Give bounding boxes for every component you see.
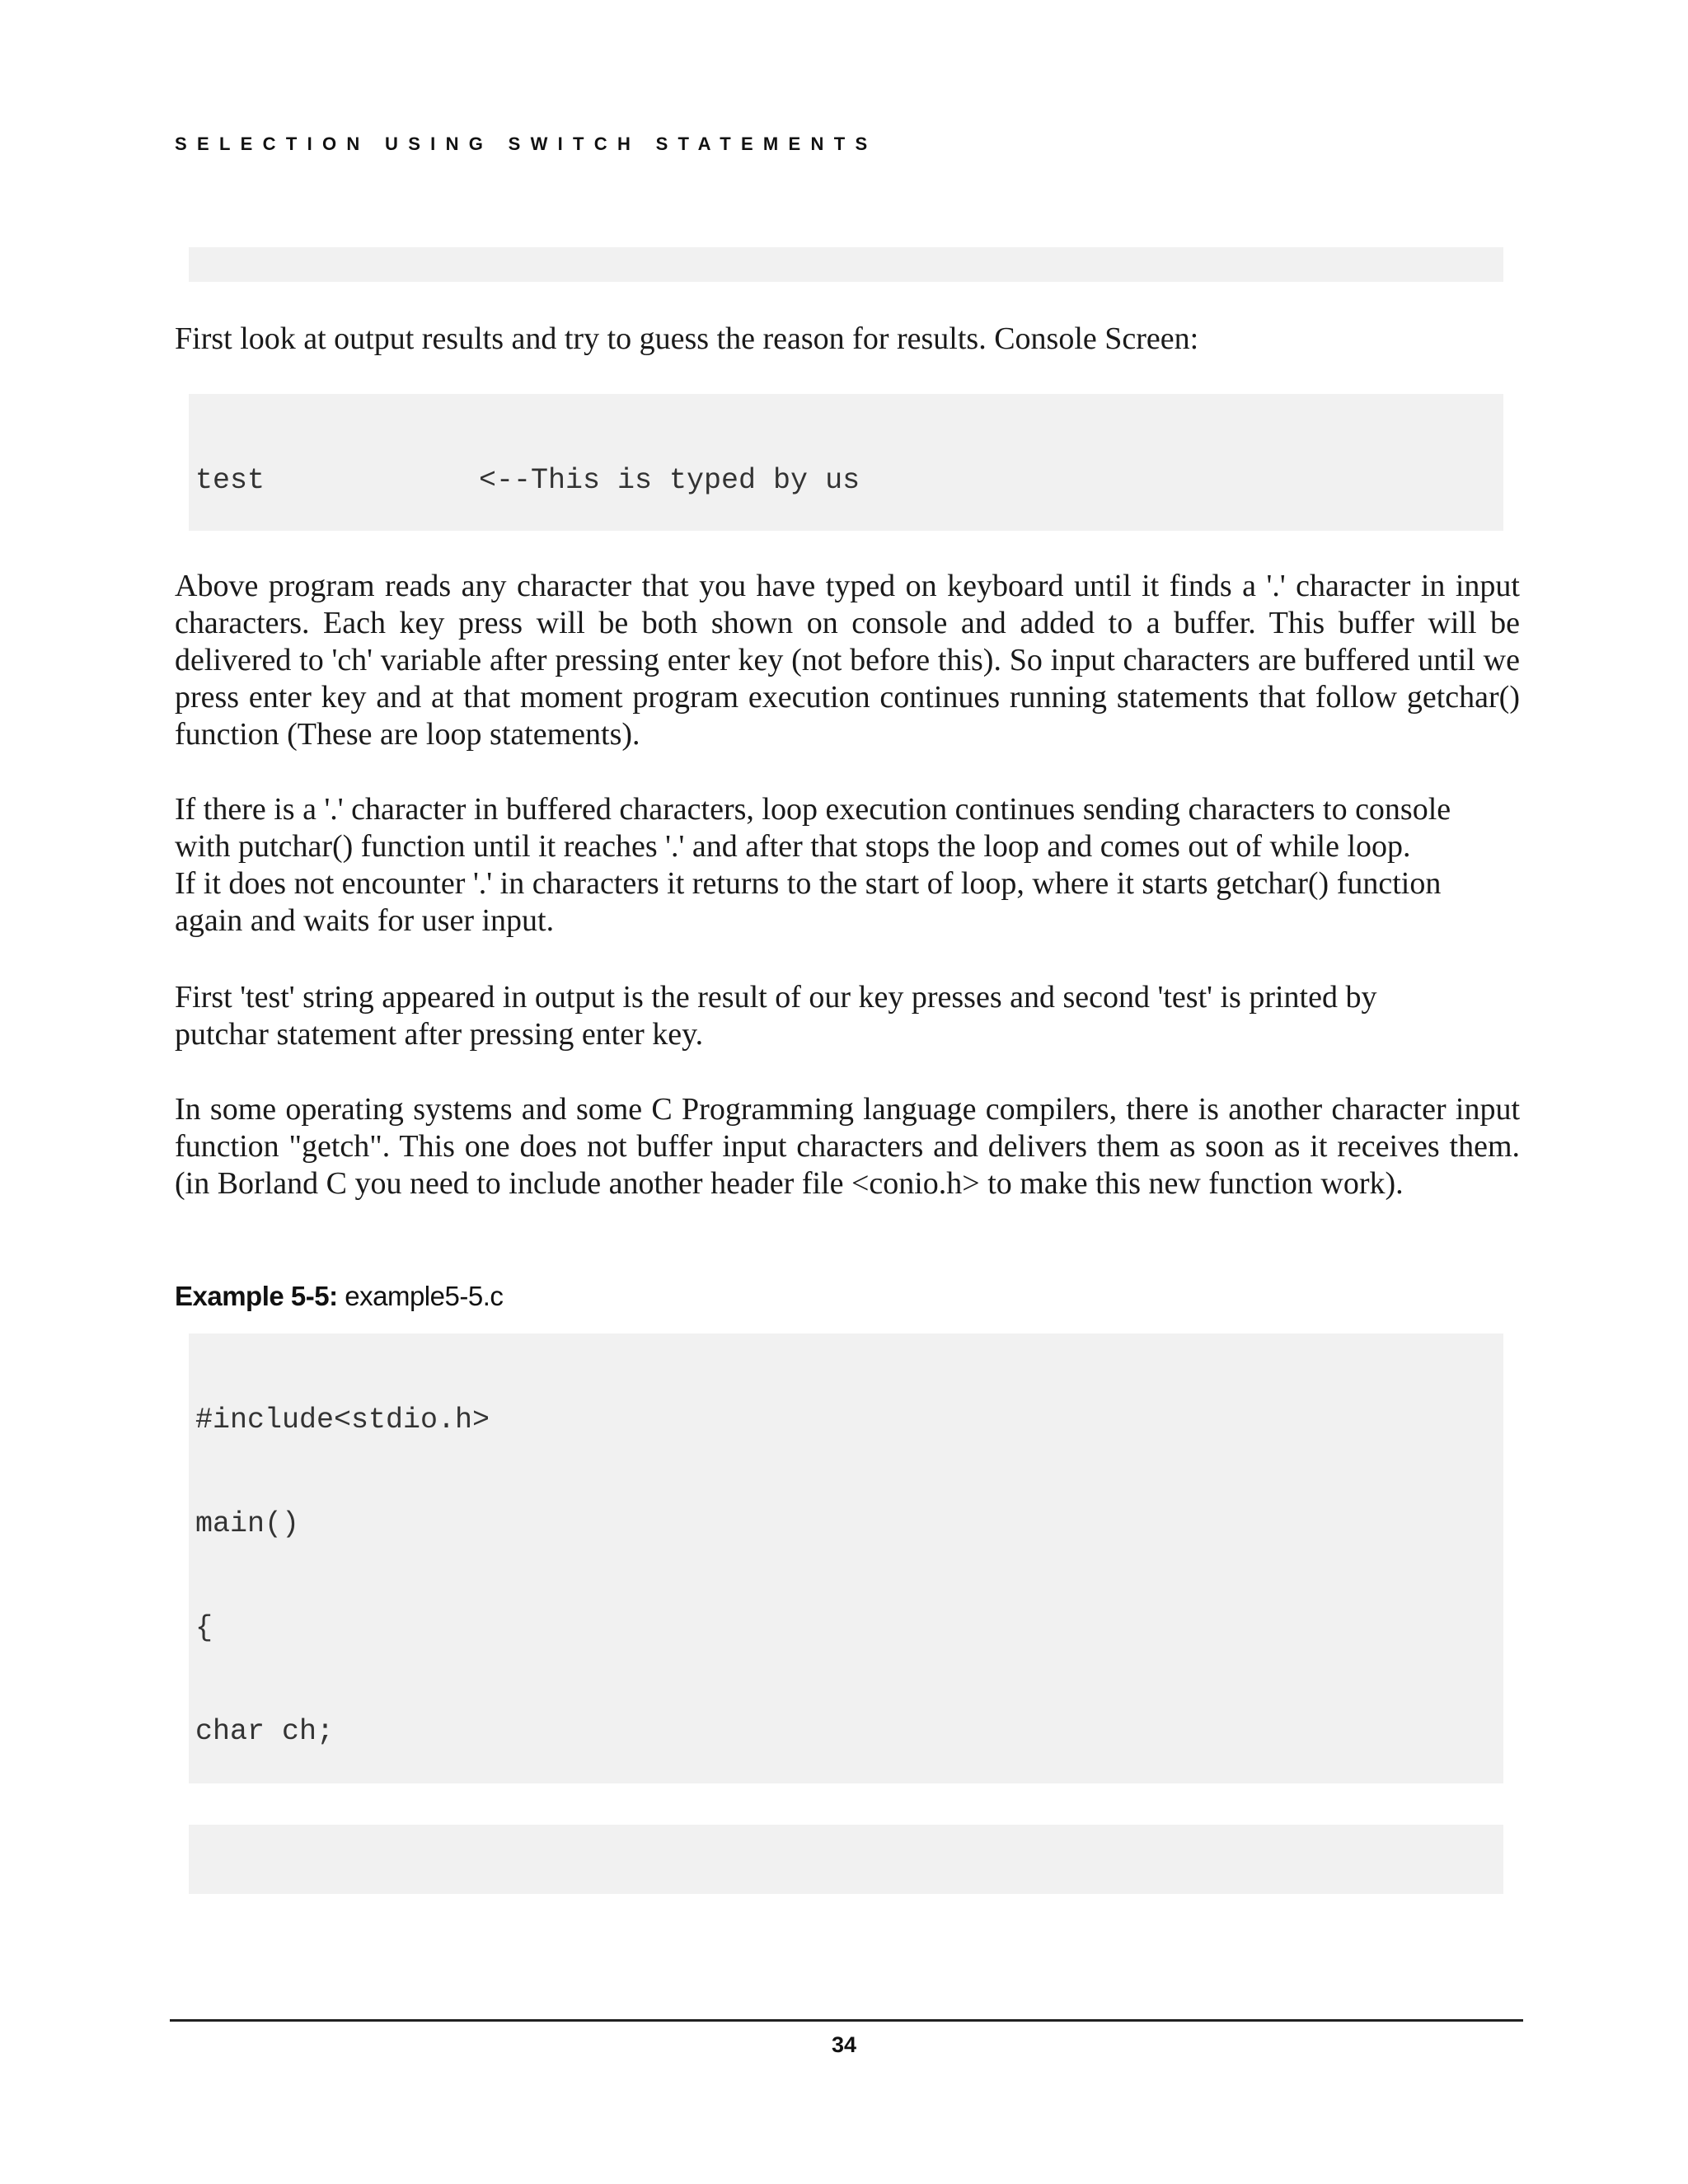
intro-paragraph: First look at output results and try to guess the reason for results. Console Screen: [175, 321, 1199, 356]
code-line: char ch; [195, 1715, 335, 1748]
console-input: test [195, 464, 265, 497]
code-line: main() [195, 1507, 300, 1540]
console-output-2 [189, 1825, 1503, 1894]
code-example-5-5 [189, 1333, 1503, 1783]
example-label: Example 5-5: [175, 1281, 338, 1311]
console-comment: <--This is typed by us [479, 464, 860, 497]
running-header: SELECTION USING SWITCH STATEMENTS [175, 134, 878, 154]
code-fragment [189, 247, 1503, 282]
page-number: 34 [831, 2032, 857, 2057]
paragraph-getch: In some operating systems and some C Programming language compilers, there is another character input function "getch". This one does not buffer input characters and delivers them as soon as it receives them. (in Borland C you need to include another header file <conio.h> to make this new function work). [175, 1092, 1520, 1201]
console-output-1 [189, 394, 1503, 531]
example-caption [175, 1281, 503, 1312]
console-row [195, 463, 1503, 498]
footer-divider [170, 2019, 1523, 2022]
example-filename: example5-5.c [337, 1281, 504, 1311]
code-line: { [195, 1611, 213, 1644]
paragraph-buffering: Above program reads any character that you have typed on keyboard until it finds a '.' character in input characters. Each key press will be both shown on console and added to a buffer. This buffer will be delivered to 'ch' variable after pressing enter key (not before this). So input characters are buffered until we press enter key and at that moment program execution continues running statements that follow getchar() function (These are loop statements). [175, 569, 1520, 752]
paragraph-loop-behavior: If there is a '.' character in buffered characters, loop execution continues sending characters to console with putchar() function until it reaches '.' and after that stops the loop and comes out of while loop. If it does not encounter '.' in characters it returns to the start of loop, where it starts getchar() function again and waits for user input. [175, 792, 1451, 938]
code-line: #include<stdio.h> [195, 1404, 490, 1436]
paragraph-test-output: First 'test' string appeared in output is the result of our key presses and second 'test' is printed by putchar statement after pressing enter key. [175, 980, 1377, 1052]
